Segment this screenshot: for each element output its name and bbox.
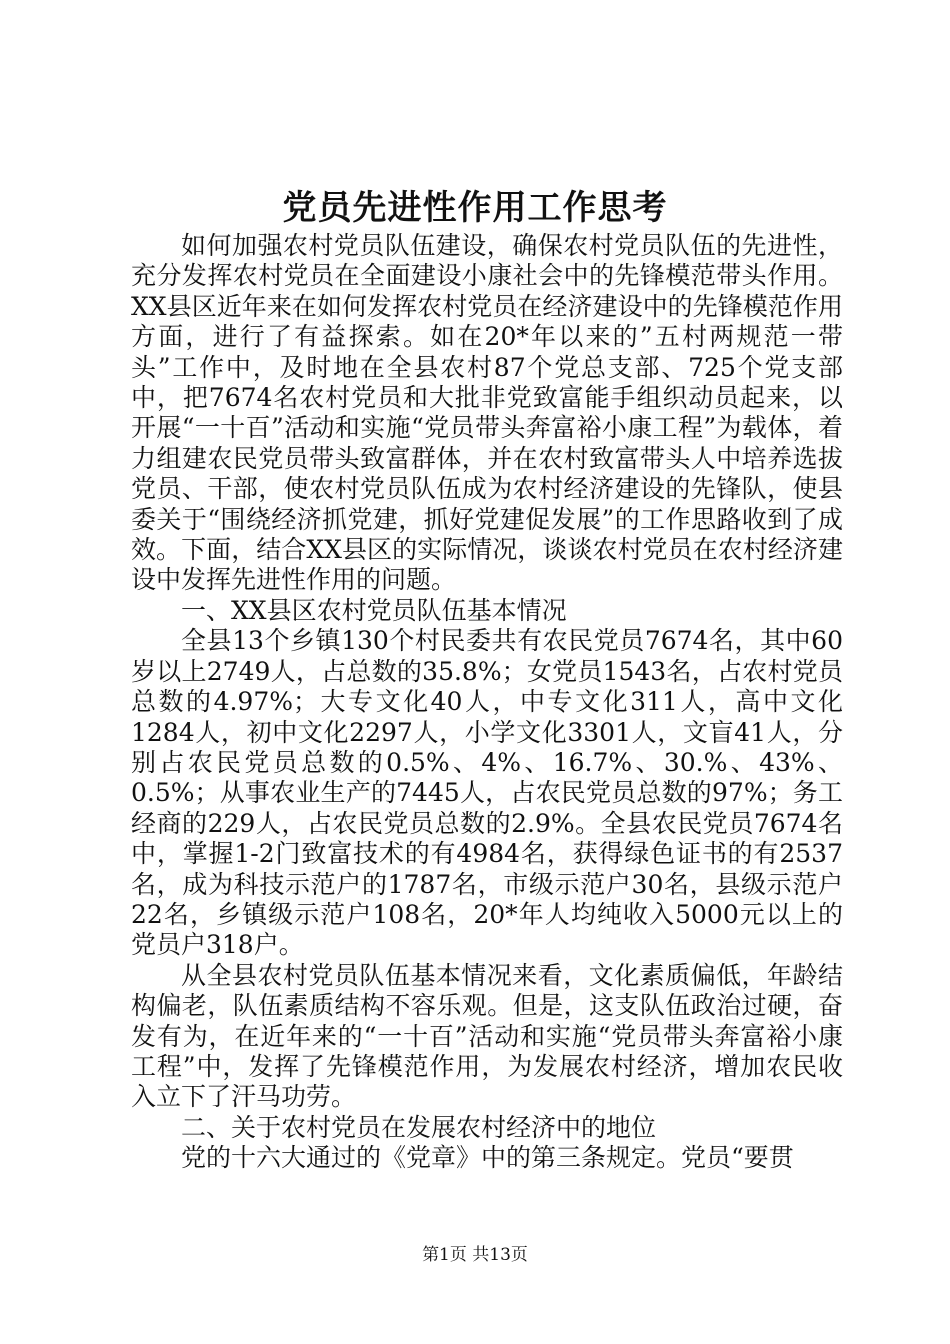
section-heading-2: 二、关于农村党员在发展农村经济中的地位 [181, 1112, 657, 1142]
paragraph-party-charter: 党的十六大通过的《党章》中的第三条规定。党员“要贯 [181, 1143, 794, 1173]
paragraph-intro: 如何加强农村党员队伍建设，确保农村党员队伍的先进性，充分发挥农村党员在全面建设小康社会中的先锋模范带头作用。XX县区近年来在如何发挥农村党员在经济建设中的先锋模范作用方面，进行了有益探索。如在20*年以来的”五村两规范一带头”工作中，及时地在全县农村87个党总支部、725个党支部中，把7674名农村党员和大批非党致富能手组织动员起来，以开展“一十百”活动和实施“党员带头奔富裕小康工程”为载体，着力组建农民党员带头致富群体，并在农村致富带头人中培养选拔党员、干部，使农村党员队伍成为农村经济建设的先锋队，使县委关于“围绕经济抓党建，抓好党建促发展”的工作思路收到了成效。下面，结合XX县区的实际情况，谈谈农村党员在农村经济建设中发挥先进性作用的问题。 [131, 231, 843, 595]
paragraph-assessment: 从全县农村党员队伍基本情况来看，文化素质偏低，年龄结构偏老，队伍素质结构不容乐观。但是，这支队伍政治过硬，奋发有为，在近年来的“一十百”活动和实施“党员带头奔富裕小康工程”中，发挥了先锋模范作用，为发展农村经济，增加农民收入立下了汗马功劳。 [131, 960, 843, 1112]
document-body [131, 231, 843, 1174]
section-heading-1: 一、XX县区农村党员队伍基本情况 [181, 595, 567, 625]
page-number: 第1页 共13页 [422, 1245, 528, 1265]
document-title: 党员先进性作用工作思考 [282, 188, 668, 228]
paragraph-statistics: 全县13个乡镇130个村民委共有农民党员7674名，其中60岁以上2749人，占总数的35.8%；女党员1543名，占农村党员总数的4.97%；大专文化40人，中专文化311人，高中文化1284人，初中文化2297人，小学文化3301人，文盲41人，分别占农民党员总数的0.5%、4%、16.7%、30.%、43%、0.5%；从事农业生产的7445人，占农民党员总数的97%；务工经商的229人，占农民党员总数的2.9%。全县农民党员7674名中，掌握1-2门致富技术的有4984名，获得绿色证书的有2537名，成为科技示范户的1787名，市级示范户30名，县级示范户22名，乡镇级示范户108名，20*年人均纯收入5000元以上的党员户318户。 [131, 626, 843, 960]
